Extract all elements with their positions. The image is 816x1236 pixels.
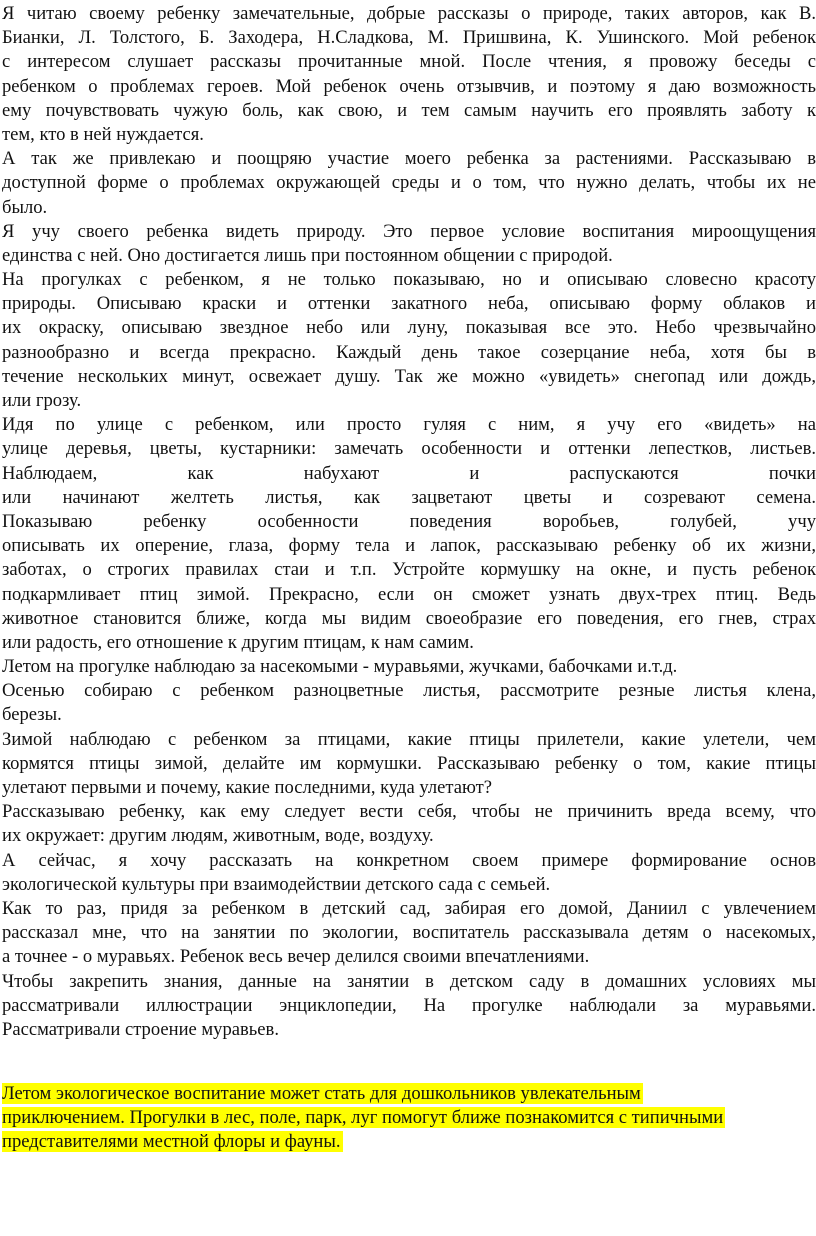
text-line: а точнее - о муравьях. Ребенок весь вечер делился своими впечатлениями. — [2, 946, 590, 968]
paragraph — [0, 147, 816, 220]
text-line: или начинают желтеть листья, как зацветают цветы и созревают семена. — [2, 486, 816, 508]
text-line: разнообразно и всегда прекрасно. Каждый день такое созерцание неба, хотя бы в — [2, 341, 816, 363]
text-line: кормятся птицы зимой, делайте им кормушки. Рассказываю ребенку о том, какие птицы — [2, 752, 816, 774]
paragraph — [0, 728, 816, 801]
text-line: улетают первыми и почему, какие последними, куда улетают? — [2, 777, 493, 798]
text-line: Наблюдаем, как набухают и распускаются почки — [2, 462, 816, 484]
text-line: рассматривали иллюстрации энциклопедии, На прогулке наблюдали за муравьями. — [2, 994, 816, 1016]
text-line: Бианки, Л. Толстого, Б. Заходера, Н.Сладкова, М. Пришвина, К. Ушинского. Мой ребенок — [2, 27, 816, 49]
text-line: Рассказываю ребенку, как ему следует вести себя, чтобы не причинить вреда всему, что — [2, 801, 816, 823]
paragraph — [0, 220, 816, 268]
paragraph — [0, 268, 816, 413]
text-line: Осенью собираю с ребенком разноцветные листья, рассмотрите резные листья клена, — [2, 680, 816, 702]
text-line: экологической культуры при взаимодействии детского сада с семьей. — [2, 873, 551, 895]
text-line: или грозу. — [2, 390, 82, 411]
text-line: ребенком о проблемах героев. Мой ребенок очень отзывчив, и поэтому я даю возможность — [2, 75, 816, 97]
highlighted-text-line — [2, 1130, 816, 1154]
text-line: их окружает: другим людям, животным, воде, воздуху. — [2, 825, 434, 847]
paragraph — [0, 1082, 816, 1155]
text-line: животное становится ближе, когда мы видим своеобразие его поведения, его гнев, страх — [2, 607, 816, 629]
text-line: ему почувствовать чужую боль, как свою, и тем самым научить его проявлять заботу к — [2, 99, 816, 121]
text-line: с интересом слушает рассказы прочитанные мной. После чтения, я провожу беседы с — [2, 51, 816, 73]
paragraph — [0, 679, 816, 727]
highlight-span: приключением. Прогулки в лес, поле, парк, луг помогут ближе познакомится с типичными — [2, 1107, 724, 1129]
highlighted-paragraph — [0, 1082, 816, 1155]
text-line: улице деревья, цветы, кустарники: замечать особенности и оттенки лепестков, листьев. — [2, 438, 816, 460]
text-line: Зимой наблюдаю с ребенком за птицами, какие птицы прилетели, какие улетели, чем — [2, 728, 816, 750]
text-line: описывать их оперение, глаза, форму тела и лапок, рассказываю ребенку об их жизни, — [2, 535, 816, 557]
paragraph — [0, 897, 816, 970]
text-line: Летом на прогулке наблюдаю за насекомыми - муравьями, жучками, бабочками и.т.д. — [2, 656, 678, 678]
highlighted-text-line — [2, 1082, 816, 1106]
text-line: природы. Описываю краски и оттенки закатного неба, описываю форму облаков и — [2, 293, 816, 315]
text-line: рассказал мне, что на занятии по экологии, воспитатель рассказывала детям о насекомых, — [2, 922, 816, 944]
paragraph — [0, 970, 816, 1043]
text-line: На прогулках с ребенком, я не только показываю, но и описываю словесно красоту — [2, 269, 816, 291]
text-line: Показываю ребенку особенности поведения воробьев, голубей, учу — [2, 510, 816, 532]
text-line: было. — [2, 196, 48, 218]
text-line: подкармливает птиц зимой. Прекрасно, если он сможет узнать двух-трех птиц. Ведь — [2, 583, 816, 605]
text-line: тем, кто в ней нуждается. — [2, 123, 204, 145]
paragraph — [0, 800, 816, 848]
text-line: А сейчас, я хочу рассказать на конкретном своем примере формирование основ — [2, 849, 816, 871]
highlight-span: Летом экологическое воспитание может стать для дошкольников увлекательным — [2, 1083, 641, 1105]
text-line: березы. — [2, 704, 62, 726]
text-line: Я читаю своему ребенку замечательные, добрые рассказы о природе, таких авторов, как В. — [2, 3, 816, 24]
paragraph — [0, 655, 816, 679]
text-line: течение нескольких минут, освежает душу. Так же можно «увидеть» снегопад или дождь, — [2, 365, 816, 387]
text-line: Я учу своего ребенка видеть природу. Это первое условие воспитания мироощущения — [2, 220, 816, 242]
document-body — [0, 2, 816, 1042]
paragraph-gap — [0, 1042, 816, 1082]
highlight-span: представителями местной флоры и фауны. — [2, 1131, 341, 1153]
text-line: их окраску, описываю звездное небо или луну, показывая все это. Небо чрезвычайно — [2, 317, 816, 339]
paragraph — [0, 413, 816, 655]
text-line: Идя по улице с ребенком, или просто гуляя с ним, я учу его «видеть» на — [2, 414, 816, 436]
text-line: доступной форме о проблемах окружающей среды и о том, что нужно делать, чтобы их не — [2, 172, 816, 194]
text-line: Чтобы закрепить знания, данные на занятии в детском саду в домашних условиях мы — [2, 970, 816, 992]
text-line: А так же привлекаю и поощряю участие моего ребенка за растениями. Рассказываю в — [2, 148, 816, 170]
text-line: единства с ней. Оно достигается лишь при постоянном общении с природой. — [2, 244, 613, 266]
paragraph — [0, 2, 816, 147]
text-line: Рассматривали строение муравьев. — [2, 1018, 279, 1040]
text-line: Как то раз, придя за ребенком в детский сад, забирая его домой, Даниил с увлечением — [2, 897, 816, 919]
text-line: заботах, о строгих правилах стаи и т.п. Устройте кормушку на окне, и пусть ребенок — [2, 559, 816, 581]
text-line: или радость, его отношение к другим птицам, к нам самим. — [2, 631, 474, 653]
paragraph — [0, 849, 816, 897]
highlighted-text-line — [2, 1106, 816, 1130]
